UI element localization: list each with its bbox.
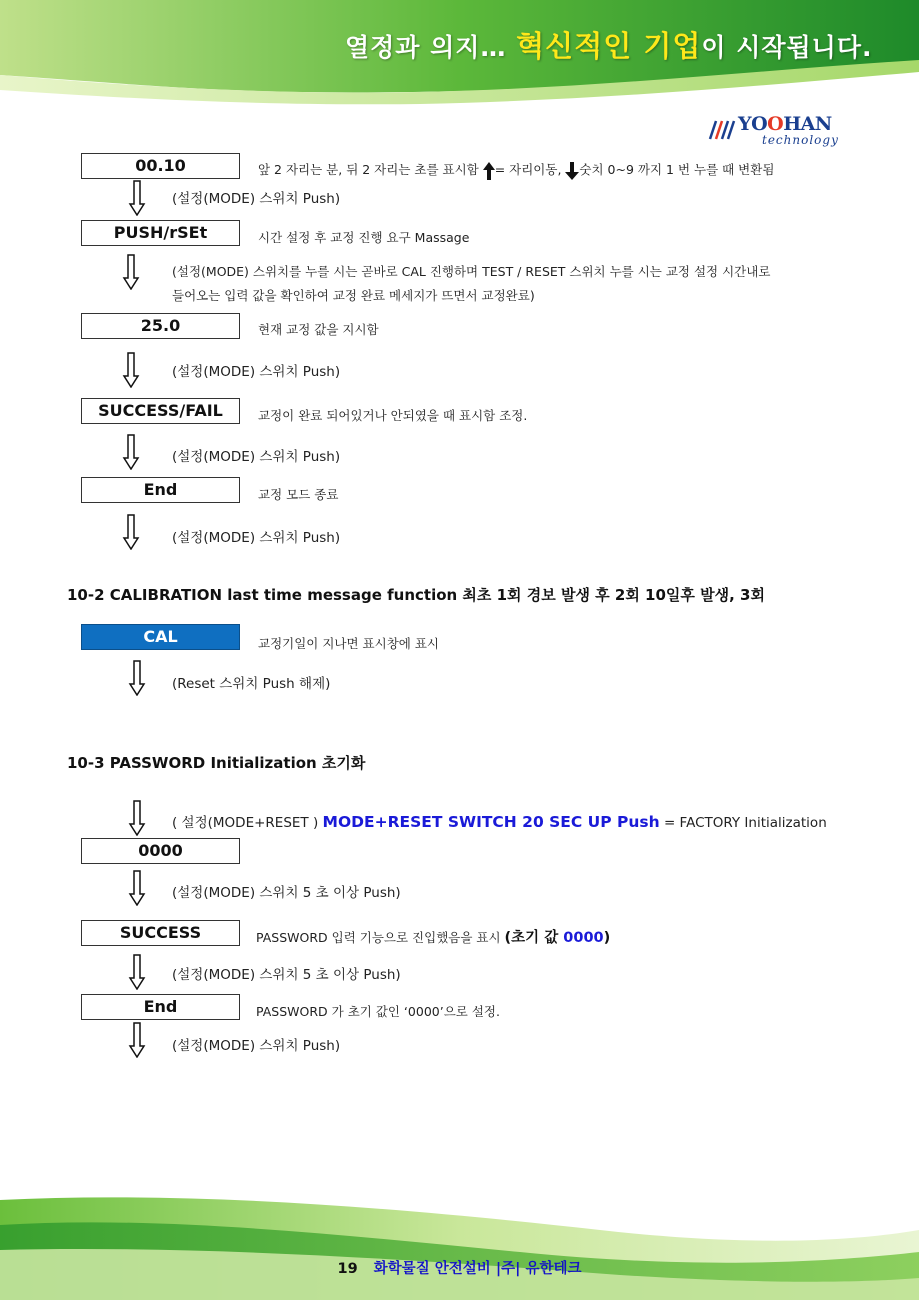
flow-down-arrow-icon: [122, 254, 140, 290]
desc-password-entry: PASSWORD 입력 기능으로 진입했음을 표시 (초기 값 0000): [256, 930, 611, 946]
display-box-cal: CAL: [81, 624, 240, 650]
up-arrow-icon: [483, 162, 495, 180]
step-mode-push: (설정(MODE) 스위치 Push): [172, 364, 341, 380]
flow-down-arrow-icon: [128, 954, 146, 990]
footer-banner: [0, 1190, 919, 1300]
desc-push-reset: 시간 설정 후 교정 진행 요구 Massage: [258, 230, 470, 245]
step-mode-push: (설정(MODE) 스위치 Push): [172, 530, 341, 546]
footer-company: 화학물질 안전설비 |주| 유한테크: [373, 1261, 582, 1277]
display-box-time: 00.10: [81, 153, 240, 179]
flow-down-arrow-icon: [128, 660, 146, 696]
down-arrow-icon: [565, 162, 579, 180]
flow-down-arrow-icon: [128, 180, 146, 216]
logo-name: YOOHAN: [738, 113, 832, 135]
flow-down-arrow-icon: [122, 514, 140, 550]
section-heading-10-2: 10-2 CALIBRATION last time message function 최초 1회 경보 발생 후 2회 10일후 발생, 3회: [67, 586, 765, 604]
step-cal-line1: (설정(MODE) 스위치를 누를 시는 곧바로 CAL 진행하며 TEST / RESET 스위치 누를 시는 교정 설정 시간내로: [172, 264, 771, 279]
flow-down-arrow-icon: [128, 1022, 146, 1058]
step-mode-push: (설정(MODE) 스위치 Push): [172, 1038, 341, 1054]
step-cal-line2: 들어오는 입력 값을 확인하여 교정 완료 메세지가 뜨면서 교정완료): [172, 288, 535, 303]
step-mode-push: (설정(MODE) 스위치 Push): [172, 191, 341, 207]
display-box-success-fail: SUCCESS/FAIL: [81, 398, 240, 424]
flow-down-arrow-icon: [128, 870, 146, 906]
desc-time: 앞 2 자리는 분, 뒤 2 자리는 초를 표시함 = 자리이동, 숫치 0~9 까지 1 번 누를 때 변환됨: [258, 160, 774, 180]
desc-value: 현재 교정 값을 지시함: [258, 322, 379, 337]
company-logo: [708, 113, 850, 149]
logo-stripes-icon: [708, 117, 738, 141]
display-box-end: End: [81, 477, 240, 503]
flow-down-arrow-icon: [122, 434, 140, 470]
display-box-end: End: [81, 994, 240, 1020]
footer: [0, 1257, 919, 1278]
section-heading-10-3: 10-3 PASSWORD Initialization 초기화: [67, 754, 366, 772]
desc-success-fail: 교정이 완료 되어있거나 안되였을 때 표시함 조정.: [258, 408, 528, 423]
desc-cal: 교정기일이 지나면 표시창에 표시: [258, 636, 439, 651]
logo-subtitle: technology: [762, 133, 839, 147]
step-reset-release: (Reset 스위치 Push 해제): [172, 676, 331, 692]
desc-password-reset: PASSWORD 가 초기 값인 ‘0000’으로 설정.: [256, 1004, 500, 1019]
page-number: 19: [337, 1261, 358, 1277]
flow-down-arrow-icon: [122, 352, 140, 388]
display-box-success: SUCCESS: [81, 920, 240, 946]
factory-init-command: MODE+RESET SWITCH 20 SEC UP Push: [322, 813, 660, 831]
initial-value: 0000: [563, 930, 604, 946]
step-mode-5sec: (설정(MODE) 스위치 5 초 이상 Push): [172, 967, 401, 983]
step-mode-push: (설정(MODE) 스위치 Push): [172, 449, 341, 465]
header-slogan: 열정과 의지… 혁신적인 기업이 시작됩니다.: [345, 29, 873, 63]
slogan-highlight: 혁신적인 기업: [516, 29, 702, 63]
desc-end: 교정 모드 종료: [258, 487, 339, 502]
step-factory-init: ( 설정(MODE+RESET ) MODE+RESET SWITCH 20 SEC UP Push = FACTORY Initialization: [172, 813, 827, 831]
step-mode-5sec: (설정(MODE) 스위치 5 초 이상 Push): [172, 885, 401, 901]
display-box-push-reset: PUSH/rSEt: [81, 220, 240, 246]
display-box-password: 0000: [81, 838, 240, 864]
display-box-value: 25.0: [81, 313, 240, 339]
flow-down-arrow-icon: [128, 800, 146, 836]
